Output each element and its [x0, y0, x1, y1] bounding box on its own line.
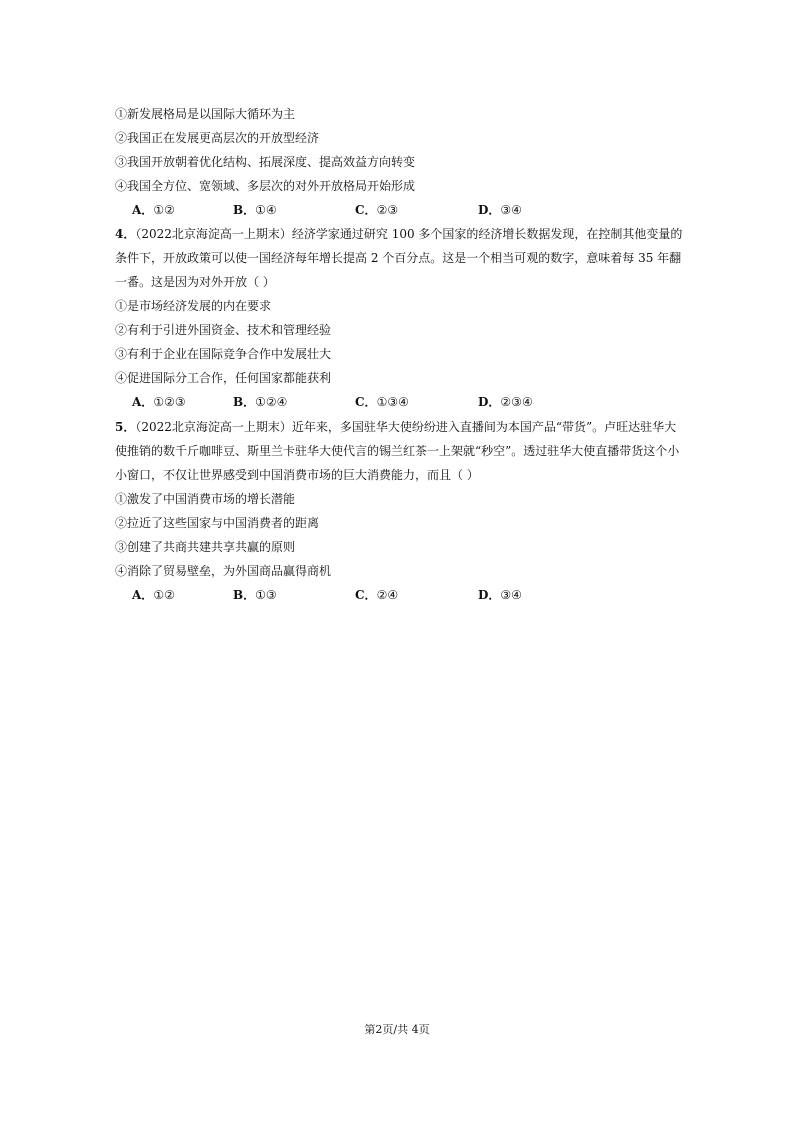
q4-option-b[interactable]: B．①②④	[233, 395, 288, 409]
q3-item-2: ②我国正在发展更高层次的开放型经济	[115, 131, 320, 145]
q4-item-4: ④促进国际分工合作，任何国家都能获利	[115, 371, 332, 385]
q5-option-d[interactable]: D．③④	[478, 588, 522, 602]
q4-item-1: ①是市场经济发展的内在要求	[115, 299, 272, 313]
q5-number: 5．	[115, 420, 136, 434]
q5-stem-line-3: 小窗口，不仅让世界感受到中国消费市场的巨大消费能力，而且（ ）	[115, 468, 479, 482]
q4-option-a[interactable]: A．①②③	[132, 395, 186, 409]
q4-options	[132, 390, 692, 414]
q3-option-b[interactable]: B．①④	[233, 203, 277, 217]
q3-item-3: ③我国开放朝着优化结构、拓展深度、提高效益方向转变	[115, 155, 416, 169]
q3-option-c[interactable]: C．②③	[355, 203, 399, 217]
q3-option-a[interactable]: A．①②	[132, 203, 175, 217]
q3-item-1: ①新发展格局是以国际大循环为主	[115, 107, 296, 121]
q4-option-d[interactable]: D．②③④	[478, 395, 533, 409]
q4-stem-line-3: 一番。这是因为对外开放（ ）	[115, 275, 275, 289]
q5-item-3: ③创建了共商共建共享共赢的原则	[115, 540, 296, 554]
q4-item-3: ③有利于企业在国际竞争合作中发展壮大	[115, 347, 332, 361]
q4-stem-line-1: 4．（2022北京海淀高一上期末）经济学家通过研究 100 多个国家的经济增长数据发现，在控制其他变量的	[115, 227, 683, 241]
q5-option-b[interactable]: B．①③	[233, 588, 277, 602]
q5-stem-line-2: 使推销的数千斤咖啡豆、斯里兰卡驻华大使代言的锡兰红茶一上架就“秒空”。透过驻华大使直播带货这个小	[115, 444, 680, 458]
q5-item-4: ④消除了贸易壁垒，为外国商品赢得商机	[115, 564, 332, 578]
q4-number: 4．	[115, 227, 136, 241]
q5-item-1: ①激发了中国消费市场的增长潜能	[115, 492, 296, 506]
q5-stem-line-1: 5．（2022北京海淀高一上期末）近年来，多国驻华大使纷纷进入直播间为本国产品“带货”。卢旺达驻华大	[115, 420, 677, 434]
q5-option-a[interactable]: A．①②	[132, 588, 175, 602]
page-footer	[0, 1022, 794, 1038]
q3-option-d[interactable]: D．③④	[478, 203, 522, 217]
q5-option-c[interactable]: C．②④	[355, 588, 399, 602]
q3-options	[132, 198, 692, 222]
q5-options	[132, 583, 692, 607]
page-number-label: 第2页/共 4页	[364, 1023, 430, 1036]
q4-option-c[interactable]: C．①③④	[355, 395, 409, 409]
q4-stem-line-2: 条件下，开放政策可以使一国经济每年增长提高 2 个百分点。这是一个相当可观的数字，意味着每 35 年翻	[115, 251, 682, 265]
q5-item-2: ②拉近了这些国家与中国消费者的距离	[115, 516, 320, 530]
q4-item-2: ②有利于引进外国资金、技术和管理经验	[115, 323, 332, 337]
q3-item-4: ④我国全方位、宽领域、多层次的对外开放格局开始形成	[115, 179, 416, 193]
